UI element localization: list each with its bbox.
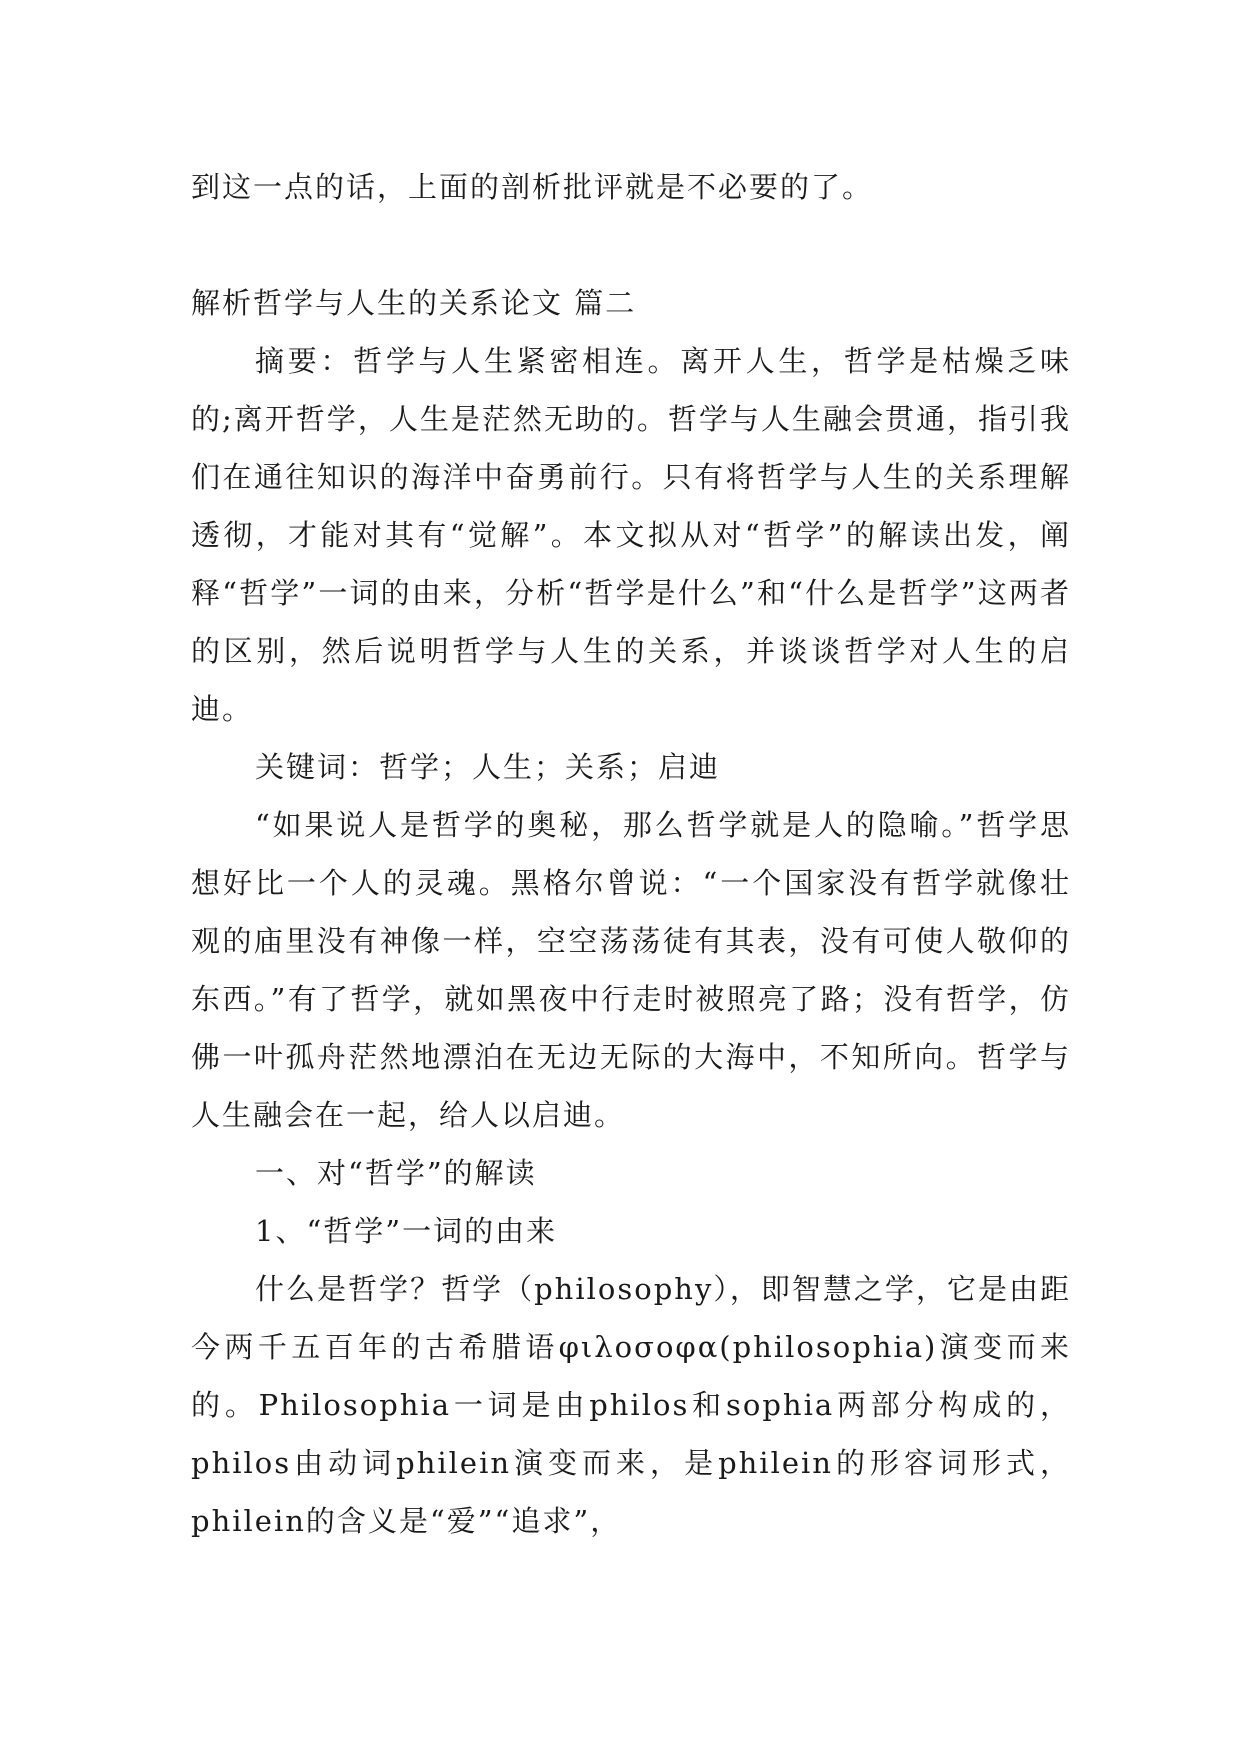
abstract-paragraph: 摘要：哲学与人生紧密相连。离开人生，哲学是枯燥乏味的;离开哲学，人生是茫然无助的。哲学与人生融会贯通，指引我们在通往知识的海洋中奋勇前行。只有将哲学与人生的关系理解透彻，才能对其有“觉解”。本文拟从对“哲学”的解读出发，阐释“哲学”一词的由来，分析“哲学是什么”和“什么是哲学”这两者的区别，然后说明哲学与人生的关系，并谈谈哲学对人生的启迪。 [191,344,1071,726]
keywords-line: 关键词：哲学；人生；关系；启迪 [255,750,721,784]
paragraph-gap [191,216,1071,274]
section-title: 解析哲学与人生的关系论文 篇二 [191,286,637,320]
body-paragraph: 什么是哲学？哲学（philosophy），即智慧之学，它是由距今两千五百年的古希腊语φιλοσοφα(philosophia)演变而来的。Philosophia一词是由philos和sophia两部分构成的，philos由动词philein演变而来，是philein的形容词形式，philein的含义是“爱”“追求”， [191,1272,1071,1538]
heading-level-1: 一、对“哲学”的解读 [255,1156,537,1190]
opening-line: 到这一点的话，上面的剖析批评就是不必要的了。 [191,170,874,204]
document-body [191,158,1071,1550]
heading-level-2: 1、“哲学”一词的由来 [255,1214,558,1248]
intro-paragraph: “如果说人是哲学的奥秘，那么哲学就是人的隐喻。”哲学思想好比一个人的灵魂。黑格尔曾说：“一个国家没有哲学就像壮观的庙里没有神像一样，空空荡荡徒有其表，没有可使人敬仰的东西。”有了哲学，就如黑夜中行走时被照亮了路；没有哲学，仿佛一叶孤舟茫然地漂泊在无边无际的大海中，不知所向。哲学与人生融会在一起，给人以启迪。 [191,808,1071,1132]
